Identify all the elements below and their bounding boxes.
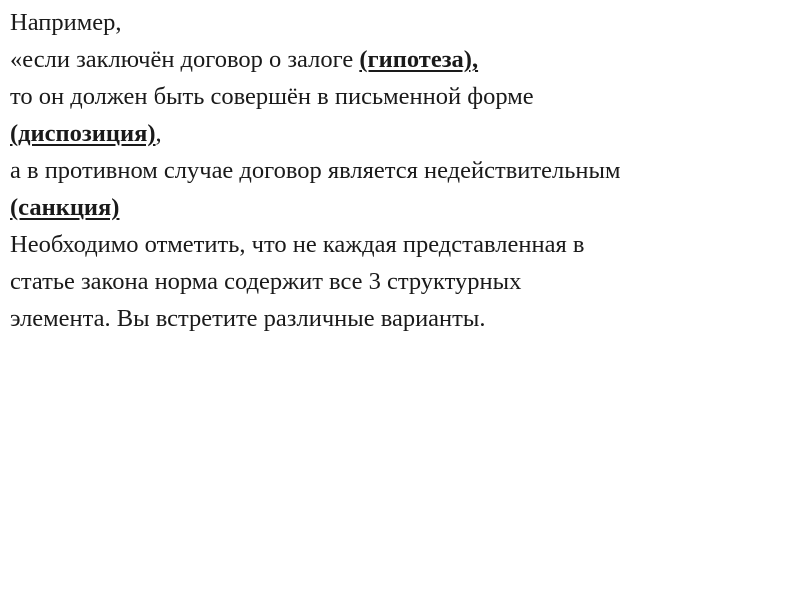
rule-text: то он должен быть совершён в письменной форме xyxy=(10,83,534,110)
text-line xyxy=(10,189,795,226)
note-text: статье закона норма содержит все 3 структурных xyxy=(10,268,522,295)
note-text: элемента. Вы встретите различные варианты. xyxy=(10,305,486,332)
text-line xyxy=(10,300,795,337)
text-line xyxy=(10,115,795,152)
text-line xyxy=(10,41,795,78)
condition-text: «если заключён договор о залоге xyxy=(10,46,360,73)
text-line xyxy=(10,78,795,115)
text-line xyxy=(10,4,795,41)
text-line xyxy=(10,226,795,263)
note-text: Необходимо отметить, что не каждая представленная в xyxy=(10,231,585,258)
text-line xyxy=(10,263,795,300)
text-line xyxy=(10,152,795,189)
disposition-term: (диспозиция) xyxy=(10,120,156,147)
body-text xyxy=(10,4,795,337)
consequence-text: а в противном случае договор является недействительным xyxy=(10,157,621,184)
hypothesis-term: (гипотеза), xyxy=(359,46,479,73)
intro-word: Например, xyxy=(10,9,122,36)
comma: , xyxy=(155,120,162,147)
sanction-term: (санкция) xyxy=(10,194,120,221)
